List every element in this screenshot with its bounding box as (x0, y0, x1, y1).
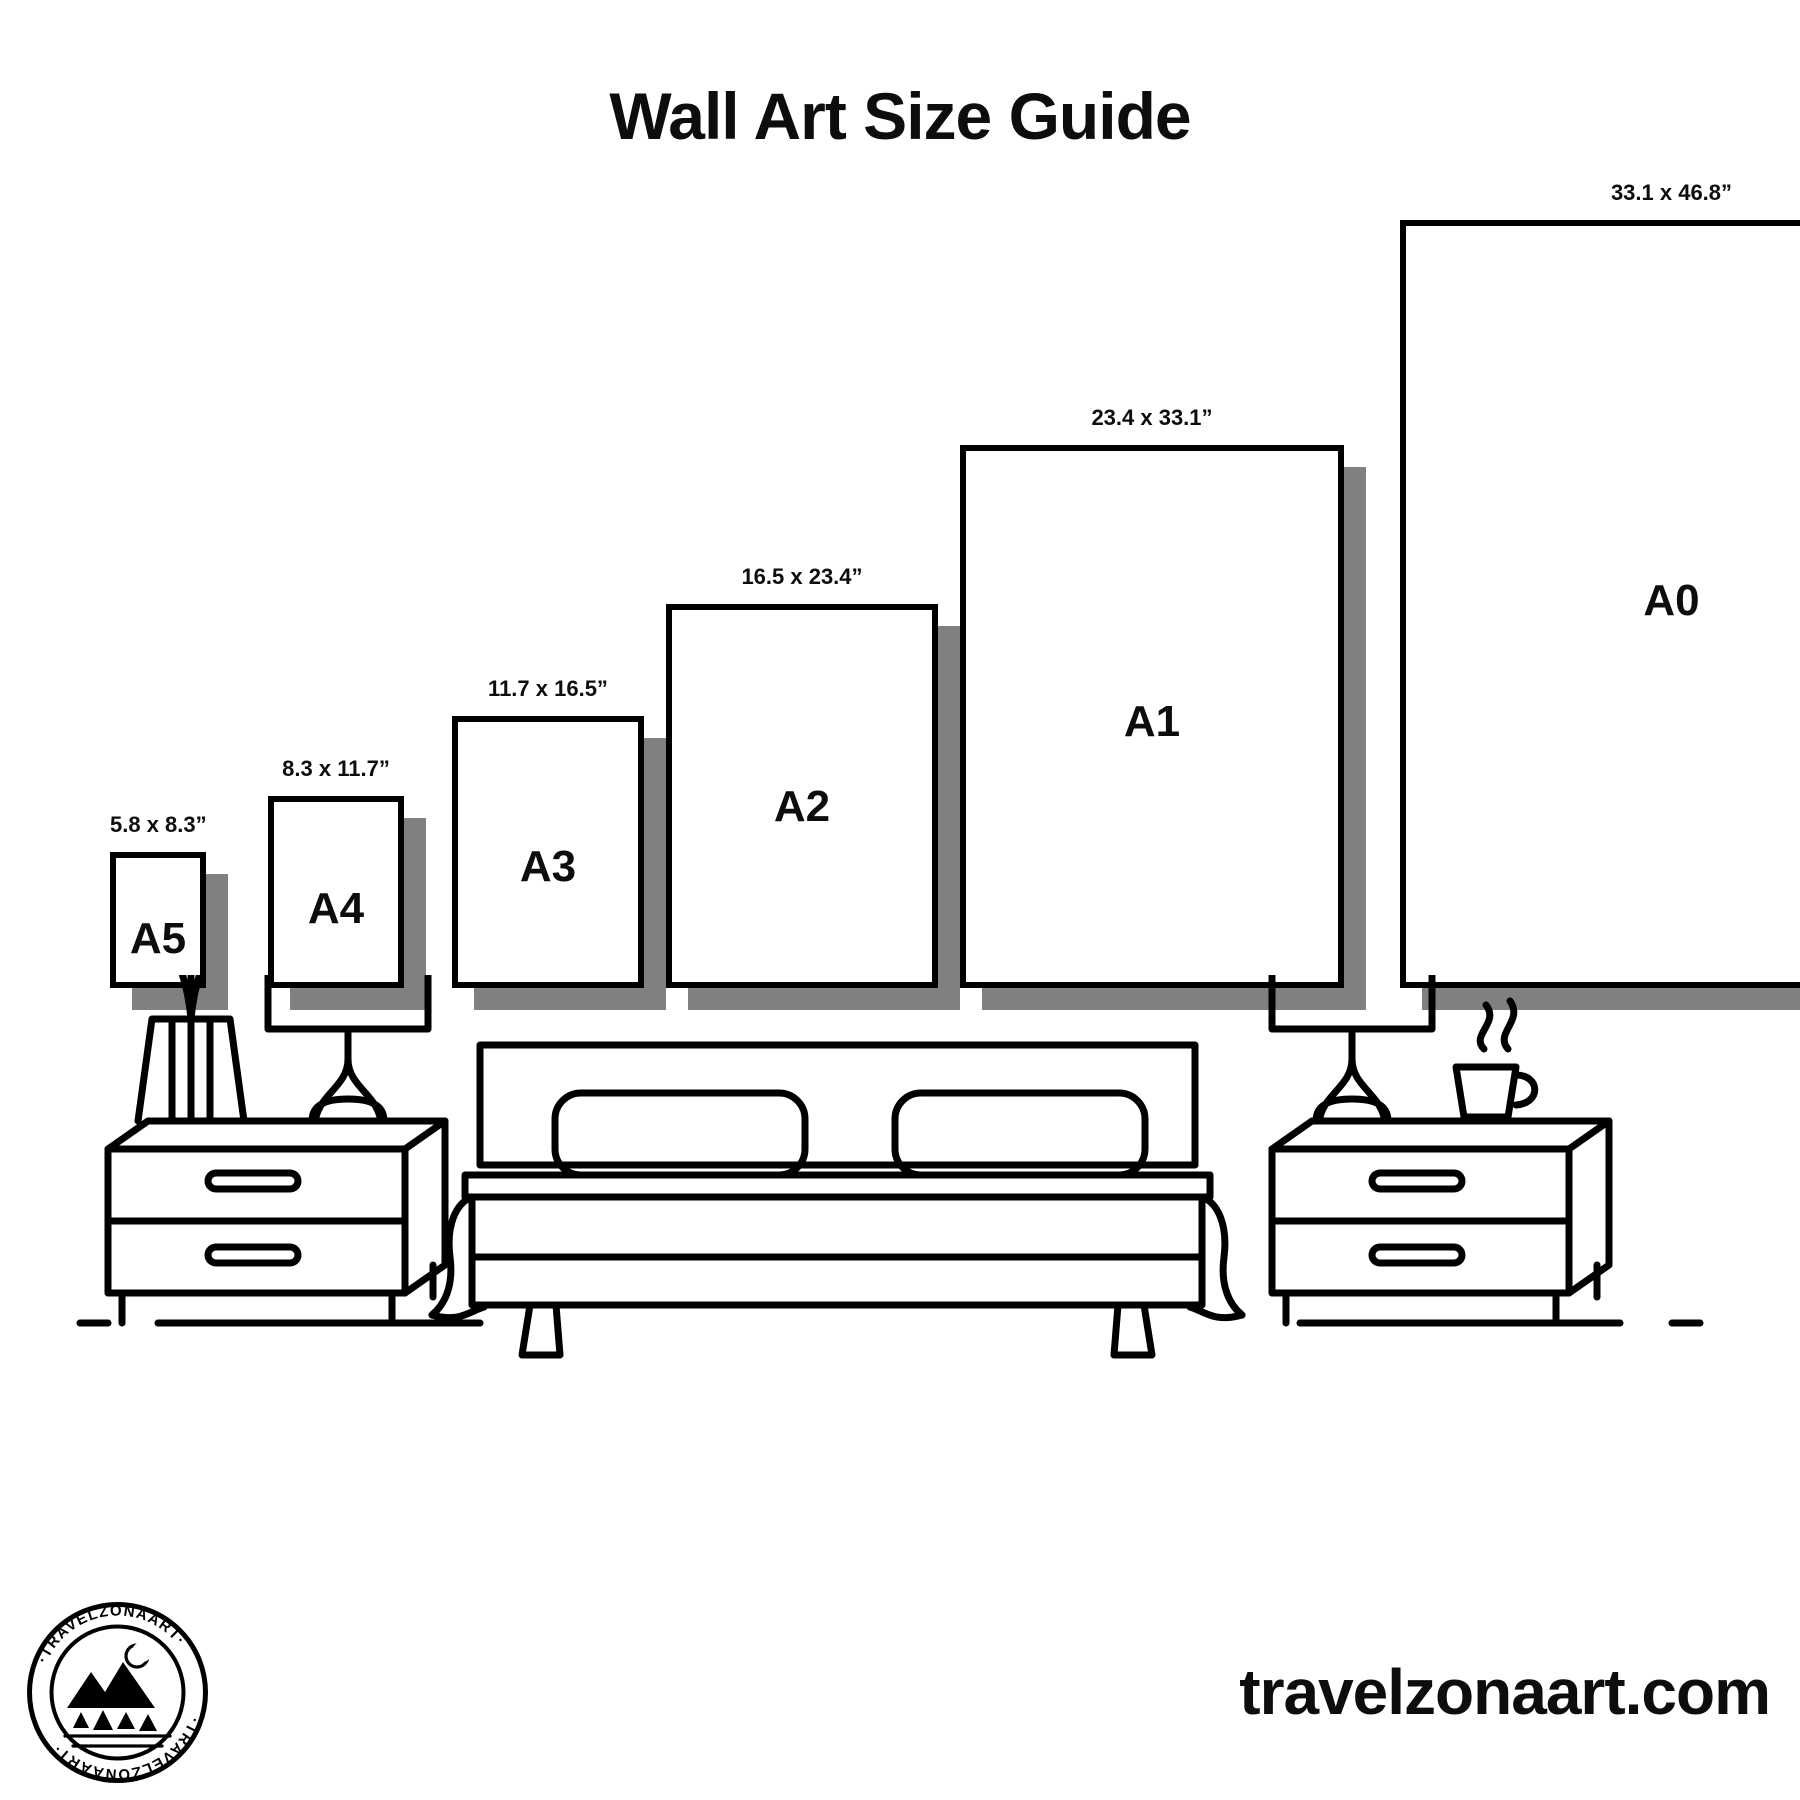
left-lamp (268, 975, 428, 1121)
page-title: Wall Art Size Guide (609, 79, 1191, 153)
left-nightstand (108, 1121, 445, 1323)
right-nightstand (1272, 1121, 1609, 1323)
poster-size-row (0, 180, 1800, 1010)
poster-a0 (1400, 180, 1800, 1010)
poster-dimension-label: 11.7 x 16.5” (488, 676, 608, 701)
poster-dimension-label: 5.8 x 8.3” (110, 812, 207, 837)
bed (432, 1045, 1242, 1355)
logo-text-top: ·TRAVELZONAART· (33, 1602, 190, 1666)
site-url: travelzonaart.com (1239, 1656, 1770, 1728)
poster-size-label: A4 (307, 884, 365, 933)
poster-size-label: A0 (1643, 576, 1700, 625)
bedroom-scene (60, 975, 1760, 1395)
poster-dimension-label: 8.3 x 11.7” (282, 756, 390, 781)
plant-vase (89, 975, 294, 1121)
poster-a4 (268, 756, 426, 1010)
poster-size-label: A2 (773, 782, 831, 831)
poster-size-label: A1 (1123, 697, 1181, 746)
poster-dimension-label: 16.5 x 23.4” (741, 564, 863, 589)
svg-text:·TRAVELZONAART· (34, 1602, 189, 1665)
poster-dimension-label: 23.4 x 33.1” (1091, 405, 1213, 430)
poster-a1 (960, 405, 1366, 1010)
poster-size-label: A5 (129, 914, 187, 963)
poster-size-label: A3 (519, 842, 577, 891)
logo-text-bottom: ·TRAVELZONAART· (49, 1714, 203, 1783)
brand-logo (25, 1600, 210, 1785)
poster-a3 (452, 676, 666, 1010)
poster-dimension-label: 33.1 x 46.8” (1610, 180, 1733, 205)
coffee-cup-icon (1456, 1001, 1535, 1117)
right-lamp (1272, 975, 1432, 1121)
poster-a2 (666, 564, 960, 1010)
